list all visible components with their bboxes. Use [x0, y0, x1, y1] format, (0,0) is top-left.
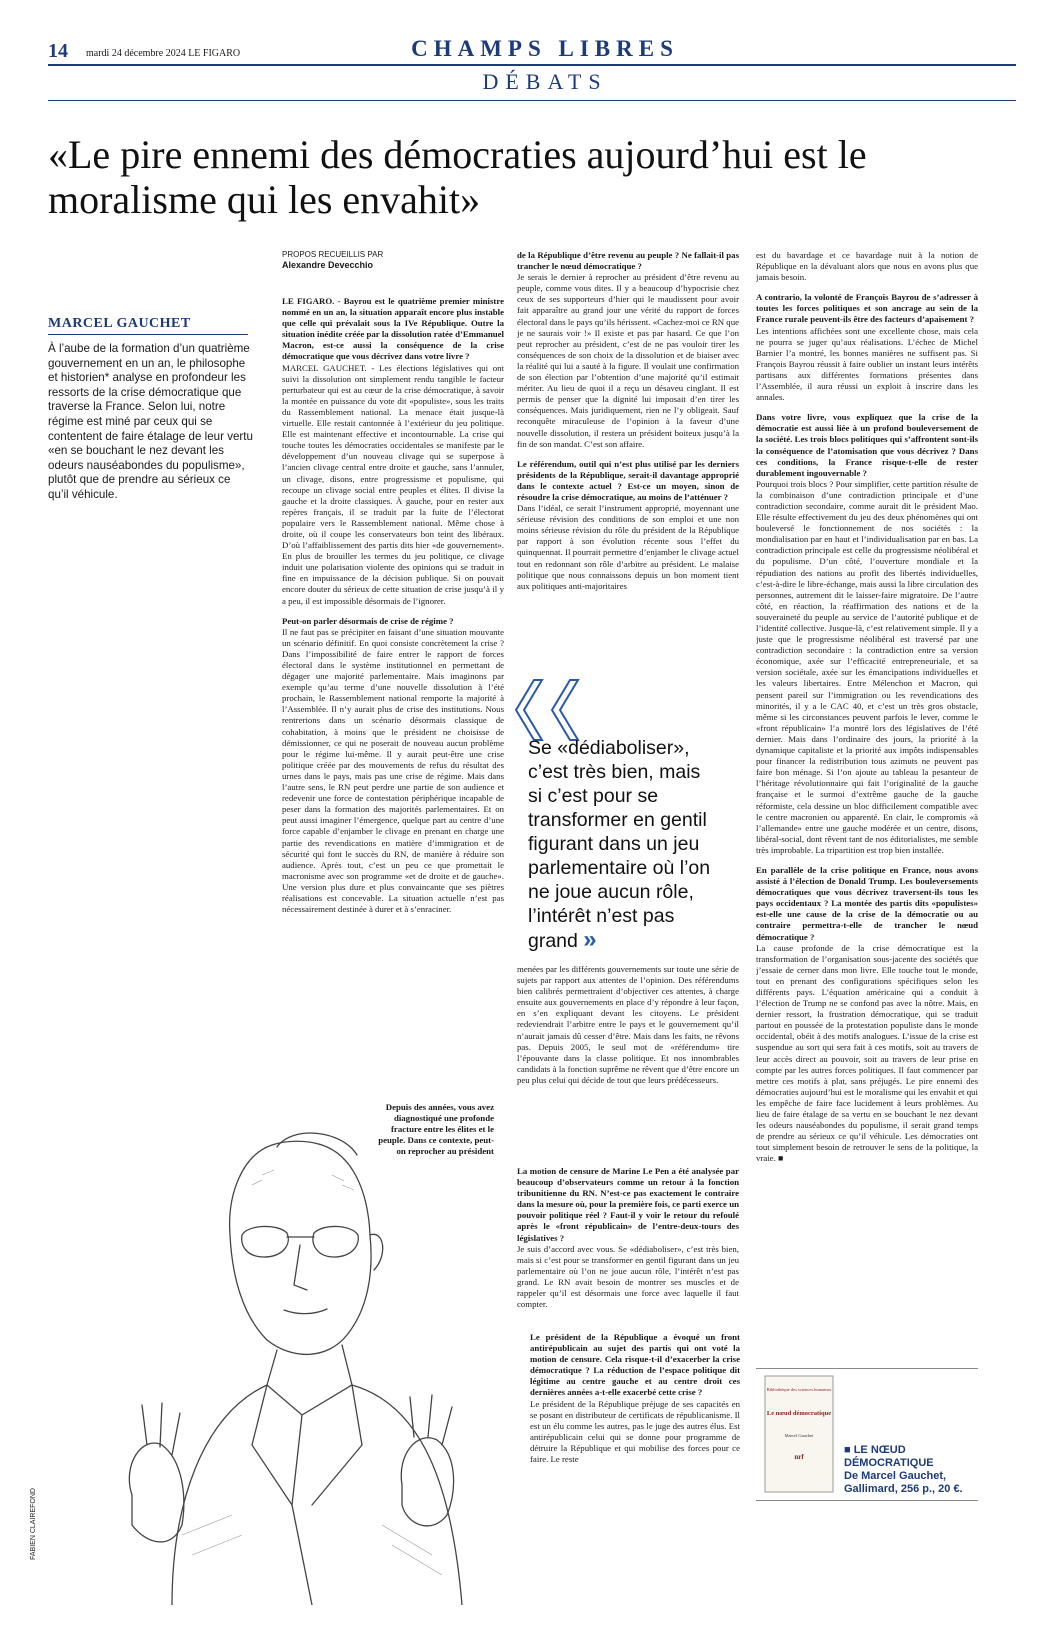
interview-answer: Je suis d’accord avec vous. Se «dédiaboliser», c’est très bien, mais si c’est pour se transformer en gentil figurant dans un jeu parlementaire où l’on ne joue aucun rôle, l’intérêt n’est pas grand. Le RN avait besoin de montrer ses muscles et de rappeler qu’il est désormais une force avec laquelle il faut compter. — [517, 1243, 739, 1310]
paragraph — [756, 292, 978, 403]
interview-question: LE FIGARO. - Bayrou est le quatrième premier ministre nommé en un an, la situation apparaît encore plus instable que celle qui prévalait sous la IVe République. Outre la situation inédite créée par la dissolution ratée d’Emmanuel Macron, est-ce aussi la conséquence de la crise démocratique que vous décrivez dans votre livre ? — [282, 296, 504, 362]
interview-question: de la République d’être revenu au peuple ? Ne fallait-il pas trancher le nœud démocratique ? — [517, 250, 739, 272]
paragraph — [282, 296, 504, 607]
pull-quote-text: Se «dédiaboliser», c’est très bien, mais si c’est pour se transformer en gentil figurant dans un jeu parlementaire où l’on ne joue aucun rôle, l’intérêt n’est pas grand — [528, 737, 711, 952]
interview-answer: est du bavardage et ce bavardage nuit à la notion de République en la dévaluant alors que nous en avons plus que jamais besoin. — [756, 250, 978, 283]
interview-question: La motion de censure de Marine Le Pen a été analysée par beaucoup d’observateurs comme un retour à la fonction tribunitienne du RN. N’est-ce pas exactement le contraire dans la mesure où, pour la première fois, ce parti exerce un pouvoir politique réel ? Faut-il y voir le retour du refoulé après le «front républicain» de l’entre-deux-tours des législatives ? — [517, 1166, 739, 1243]
interview-question: A contrario, la volonté de François Bayrou de s’adresser à toutes les forces politiques et son ancrage au sein de la France rurale peuvent-ils être des facteurs d’apaisement ? — [756, 292, 978, 325]
interview-answer: Le président de la République préjuge de ses capacités en se posant en distributeur de certificats de républicanisme. Il est un élu comme les autres, pas le juge des autres élus. Est antirépublicain celui qui se donne pour programme de détruire la République et qui mobilise des forces pour ce faire. Le reste — [530, 1398, 740, 1465]
interview-answer: La cause profonde de la crise démocratique est la transformation de l’organisation sous-jacente des sociétés que j’essaie de cerner dans mon livre. Elle touche tout le monde, tout en prenant des configurations spécifiques selon les différents pays. L’équation américaine qui a conduit à l’élection de Trump ne se confond pas avec la nôtre. Mais, en dernier ressort, la frustration démocratique, qui se traduit partout en poussée de la protestation populiste dans le monde occidental, obéit à des motifs analogues. L’issue de la crise est suspendue au sort qui sera fait à ces motifs, soit au travers de leur accès direct au pouvoir, soit au travers de leur prise en compte par les autres forces politiques. Il faut commencer par mettre ces motifs à plat, sans préjugés. Le pire ennemi des démocraties aujourd’hui est le moralisme qui les envahit et qui les empêche de faire face lucidement à leurs problèmes. Au lieu de faire étalage de sa vertu en se bouchant le nez devant les odeurs nauséabondes du populisme, il serait grand temps de prendre au sérieux ce qu’il véhicule. Les démocraties ont tout simplement besoin de retrouver le sens de la politique, la vraie. ■ — [756, 942, 978, 1164]
pull-quote — [528, 736, 718, 953]
article-column-2-bottom — [530, 1332, 740, 1602]
paragraph — [517, 1166, 739, 1310]
photo-credit: FABIEN CLAIREFOND — [30, 1488, 37, 1560]
interview-question: Peut-on parler désormais de crise de régime ? — [282, 615, 454, 626]
paragraph — [517, 459, 739, 592]
date: mardi 24 décembre 2024 — [86, 48, 186, 59]
interview-answer: Je serais le dernier à reprocher au président d’être revenu au peuple, comme vous dites. Il y a beaucoup d’hypocrisie chez ceux de ses supporteurs d’hier qui le maudissent pour avoir fait apparaître au grand jour une vérité du rapport de forces électoral dans le pays qu’ils hérissent. «Cachez-moi ce RN que je ne saurais voir !» Il existe et pas par hasard. Ce que l’on peut reprocher au président, c’est de ne pas vouloir tirer les conséquences de son choix de la dissolution et de biaiser avec la réalité qui lui a sauté à la figure. Il voulait une confirmation de son élection par l’obtention d’une majorité qu’il estimait mériter. Au lieu de quoi il a reçu un désaveu cinglant. Il est permis de penser que la dignité lui imposait d’en tirer les conséquences. Mais juridiquement, rien ne l’y obligeait. Sauf reconquête miraculeuse de l’opinion à la faveur d’une nouvelle dissolution, il restera un président boiteux jusqu’à la fin de son mandat. C’est son affaire. — [517, 272, 739, 449]
paragraph — [756, 412, 978, 856]
article-column-3 — [756, 250, 978, 1358]
book-title: ■ LE NŒUD DÉMOCRATIQUE — [844, 1444, 934, 1469]
page-number: 14 — [48, 40, 68, 62]
section-title: CHAMPS LIBRES — [411, 36, 679, 61]
interview-question: En parallèle de la crise politique en France, nous avons assisté à l’élection de Donald Trump. Les bouleversements démocratiques que vous décrivez traversent-ils tous les pays occidentaux ? La montée des partis dits «populistes» est-elle une cause de la crise de la démocratie ou au contraire permettra-t-elle de trancher le nœud démocratique ? — [756, 864, 978, 942]
divider — [756, 1500, 978, 1501]
header-rule — [48, 64, 1016, 66]
interview-question: Le référendum, outil qui n’est plus utilisé par les derniers présidents de la République, serait-il davantage approprié dans le contexte actuel ? Est-ce un moyen, sinon de résoudre la crise démocratique, au moins de l’atténuer ? — [517, 458, 739, 502]
book-details: De Marcel Gauchet, Gallimard, 256 p., 20 €. — [844, 1470, 963, 1495]
header-rule-thin — [48, 100, 1016, 101]
book-cover-image — [764, 1375, 834, 1493]
article-column-2-top — [517, 250, 739, 700]
divider — [756, 1368, 978, 1369]
page-date — [86, 48, 240, 59]
paragraph — [756, 865, 978, 1165]
paragraph — [530, 1332, 740, 1465]
credit-label: PROPOS RECUEILLIS PAR — [282, 250, 384, 259]
intro-text: À l’aube de la formation d’un quatrième gouvernement en un an, le philosophe et historien* analyse en profondeur les ressorts de la crise démocratique que traverse la France. Selon lui, notre régime est miné par ceux qui se contentent de faire étalage de leur vertu «en se bouchant le nez devant les odeurs nauséabondes du populisme», plutôt que de prendre au sérieux ce qu’il véhicule. — [48, 342, 253, 501]
book-caption — [844, 1444, 974, 1496]
interview-answer: Pourquoi trois blocs ? Pour simplifier, cette partition résulte de la combinaison d’une contradiction principale et d’une contradiction secondaire, comme aurait dit le président Mao. Elle résulte effectivement du jeu des deux phénomènes qui ont bouleversé le fonctionnement de nos sociétés : la mondialisation par en haut et l’individualisation par en bas. La contradiction principale est celle du progressisme néolibéral et du populisme. D’un côté, l’ouverture mondiale et la répudiation des nations au profit des libertés individuelles, c’est-à-dire le libre-échange, mais aussi la libre circulation des personnes, autrement dit le laisser-faire migratoire. De l’autre côté, en réaction, la réaffirmation des nations et de la souveraineté du peuple au service de l’autorité publique et de l’identité collective. Jusque-là, c’est relativement simple. Il y a juste que le progressisme néolibéral est traversé par une contradiction secondaire : la contradiction entre sa version économique, axée sur l’efficacité entrepreneuriale, et sa version sociétale, axée sur les émancipations individuelles et les valeurs libertaires. Entre Mélenchon et Macron, qui pensent pareil sur l’immigration ou les revendications des minorités, il y a le CAC 40, et c’est un très gros obstacle, même si les circonstances peuvent parfois le lever, comme le «front républicain» l’a montré lors des législatives de l’été dernier. Mais dans l’ordinaire des jours, la priorité à la dynamique capitaliste et la priorité aux impôts indispensables pour financer la redistribution tous azimuts ne peuvent pas faire bon ménage. Si l’on ajoute au tableau la pesanteur de l’héritage révolutionnaire qui fait l’originalité de la gauche française et le surmoi d’extrême gauche de la gauche réformiste, cela dessine un bloc difficilement compatible avec le centre macronien ou apparenté. En clair, le compromis «à l’allemande» entre une gauche modérée et un centre, disons, libéral-social, dont rêvent tant de nos éditorialistes, me semble très improbable. La tripartition est trop bien installée. — [756, 478, 978, 855]
article-column-2-middle — [517, 964, 739, 1154]
credit-name: Alexandre Devecchio — [282, 260, 374, 270]
interview-question: Depuis des années, vous avez diagnostiqué une profonde fracture entre les élites et le peuple. Dans ce contexte, peut-on reprocher au président — [378, 1102, 494, 1157]
closing-quote-icon: » — [583, 926, 597, 953]
book-publisher: nrf — [794, 1453, 804, 1461]
interview-answer: MARCEL GAUCHET. - Les élections législatives qui ont suivi la dissolution ont simplement rendu tangible le facteur perturbateur qui est au cœur de la crise démocratique, à savoir la montée en puissance du vote dit «populiste», sous les traits du Rassemblement national. La menace était jusque-là virtuelle. Elle restait cantonnée à l’extérieur du jeu politique. Elle est maintenant effective et incontournable. La crise qui touche toutes les démocraties occidentales se manifeste par le développement d’un nouveau clivage qui se superpose à l’ancien clivage central entre droite et gauche, sans l’annuler, un clivage, disons, entre progressisme et populisme, qui recoupe un clivage social entre peuples et élites. Il divise la gauche et la droite classiques. À gauche, pour en rester aux repères français, il se traduit par la fuite de l’électorat populaire vers le Rassemblement national. Même chose à droite, où il coupe les conservateurs bon teint des libéraux. D’où l’affaiblissement des partis dits hier «de gouvernement». En plus de brouiller les termes du jeu politique, ce clivage induit une polarisation violente des opinions qui se traduit in fine en impuissance de la décision publique. Si on pouvait encore douter du sérieux de cette situation de crise jusqu’à il y a peu, il est impossible désormais de l’ignorer. — [282, 362, 504, 606]
interview-answer: Les intentions affichées sont une excellente chose, mais cela ne pourra se juger qu’aux réalisations. L’échec de Michel Barnier l’a montré, les bonnes manières ne suffisent pas. Si François Bayrou réussit à faire oublier un instant leurs intérêts partisans aux différentes formations présentes dans l’Assemblée, il aura réussi un exploit à inscrire dans les annales. — [756, 325, 978, 403]
book-series: Bibliothèque des sciences humaines — [766, 1387, 832, 1392]
interview-question: Dans votre livre, vous expliquez que la crise de la démocratie est aussi liée à un profond bouleversement de la société. Les trois blocs politiques qui s’affrontent sont-ils la conséquence de l’atomisation que vous décrivez ? Dans ces conditions, la France risque-t-elle de rester durablement ingouvernable ? — [756, 412, 978, 478]
subsection-title: DÉBATS — [482, 69, 608, 94]
book-cover-author: Marcel Gauchet — [784, 1433, 814, 1438]
article-column-2-lower — [517, 1166, 739, 1322]
book-cover-title: Le nœud démocratique — [766, 1410, 832, 1417]
paragraph: menées par les différents gouvernements sur toute une série de sujets par rapport aux attentes de l’opinion. Des référendums bien calibrés permettraient d’objectiver ces attentes, à charge ensuite aux gouvernements en place d’y répondre à leur façon, en s’en expliquant devant les citoyens. Le président redeviendrait l’arbitre entre le pays et le gouvernement qu’il n’aurait jamais dû cesser d’être. Mais dans les faits, ne rêvons pas. Depuis 2005, le seul mot de «référendum» tire l’épouvante dans la classe politique. Et nos innombrables candidats à la fonction suprême ne rêvent que d’être encore un peu plus celui qui décide de tout que leurs prédécesseurs. — [517, 964, 739, 1085]
article-column-1 — [282, 296, 504, 1094]
paragraph — [756, 250, 978, 283]
headline: «Le pire ennemi des démocraties aujourd’hui est le moralisme qui les envahit» — [48, 132, 867, 222]
paragraph — [517, 250, 739, 450]
interview-question: Le président de la République a évoqué un front antirépublicain au sujet des partis qui ont voté la motion de censure. Cela risque-t-il d’exacerber la crise démocratique ? La réduction de l’espace politique dit légitime au centre gauche et au centre droit ces dernières années a-t-elle exacerbé cette crise ? — [530, 1332, 740, 1398]
portrait-illustration — [52, 1085, 522, 1605]
author-name: MARCEL GAUCHET — [48, 316, 248, 335]
quote-marks-icon — [512, 676, 584, 744]
interview-answer: Il ne faut pas se précipiter en faisant d’une situation mouvante un scénario définitif. En quoi consiste concrètement la crise ? Dans l’impossibilité de faire entrer le rapport de forces électoral dans le système institutionnel en permettant de dégager une majorité parlementaire. Mais imaginons par exemple qu’au terme d’une nouvelle dissolution à l’été prochain, le Rassemblement national remporte la majorité à l’Assemblée. Il n’y aurait plus de crise des institutions. Nous rentrerions dans un scénario désormais classique de cohabitation, à moins que le président ne choisisse de démissionner, ce qui ne poserait de nouveau aucun problème pour le régime lui-même. Il y aurait peut-être une crise politique créée par des mouvements de refus du résultat des urnes dans le pays, mais pas une crise de régime. Mais dans l’autre sens, le RN peut perdre une partie de son audience et redevenir une force de contestation périphérique incapable de peser dans la formation des majorités parlementaires. Et on peut aussi imaginer l’émergence, quelque part au centre d’une force capable d’enjamber le clivage en prenant en charge une partie des revendications en matière d’immigration et de sécurité qui font le succès du RN, de manière à réduire son audience. Après tout, c’est un peu ce que promettait le macronisme avec son programme «et de droite et de gauche». Une version plus dure et plus convaincante que ses piètres réalisations est concevable. La situation actuelle n’est pas nécessairement destinée à durer et à s’enraciner. — [282, 626, 504, 915]
paragraph — [282, 616, 504, 916]
interview-answer: Dans l’idéal, ce serait l’instrument approprié, moyennant une sérieuse révision des conditions de son emploi et une non moins sérieuse révision du rôle du président de la République par rapport à son évolution récente sous l’effet du quinquennat. Il pourrait permettre d’enjamber le clivage actuel tout en redonnant son rôle d’arbitre au président. Le malaise politique que nous connaissons depuis un bon moment tient aux politiques anti-majoritaires — [517, 503, 739, 591]
paper-name: LE FIGARO — [188, 48, 241, 59]
